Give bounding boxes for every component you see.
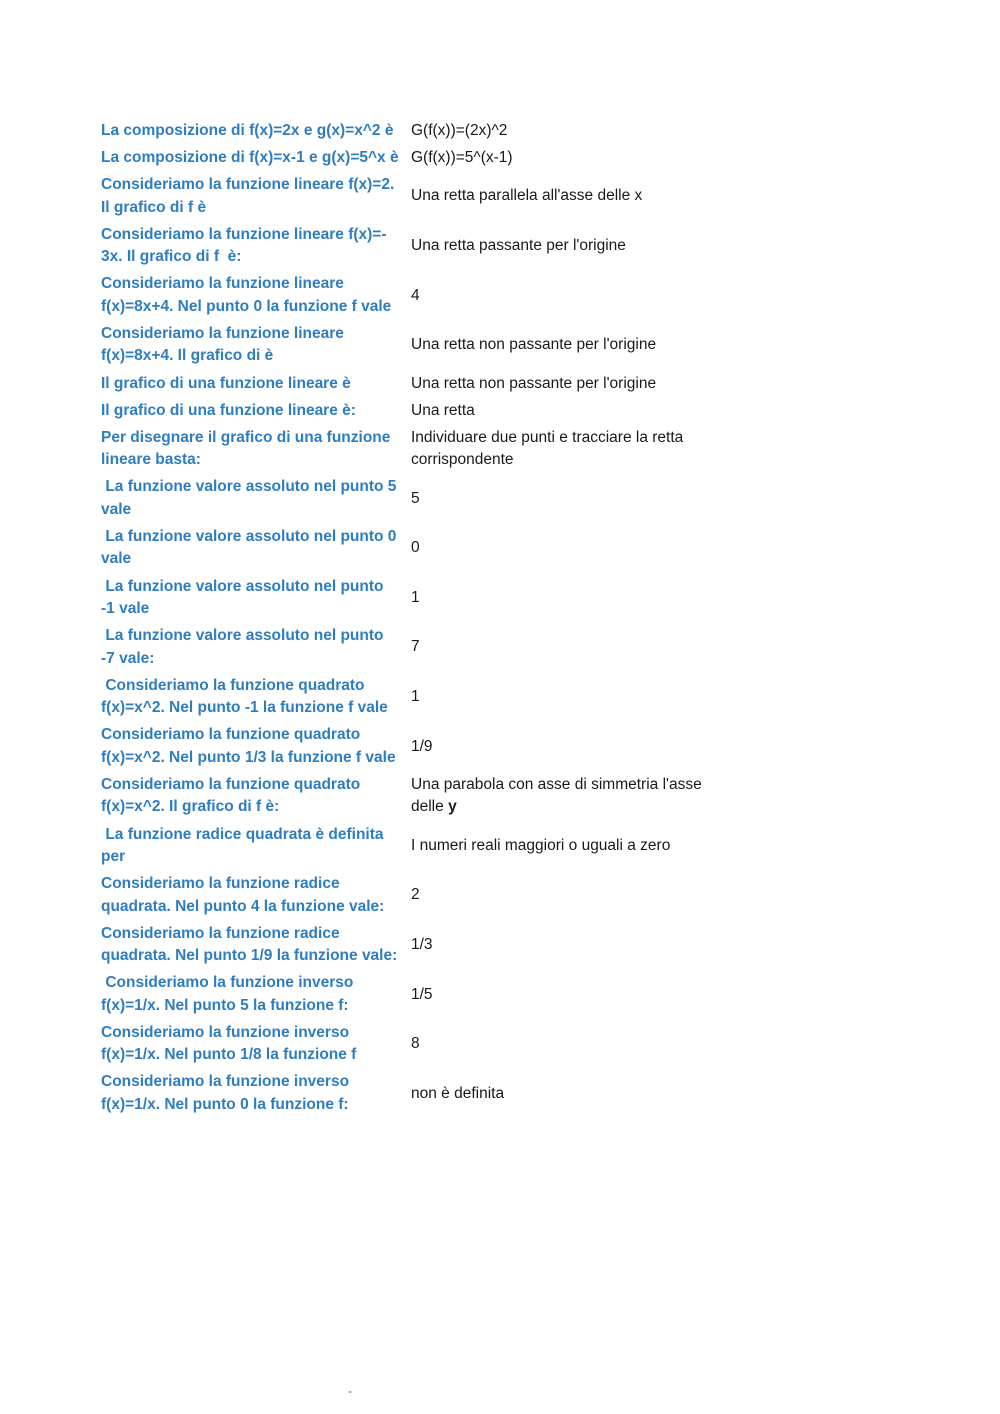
answer-value: 8 bbox=[411, 1035, 420, 1053]
question-text: Per disegnare il grafico di una funzione lineare basta: bbox=[101, 428, 395, 469]
answer-text bbox=[411, 835, 711, 858]
answer-text bbox=[411, 984, 711, 1007]
answer-text bbox=[411, 185, 711, 208]
question-text: Consideriamo la funzione lineare f(x)=8x+4. Nel punto 0 la funzione f vale bbox=[101, 275, 392, 315]
answer-value: G(f(x))=5^(x-1) bbox=[411, 149, 513, 167]
answer-value: G(f(x))=(2x)^2 bbox=[411, 122, 508, 139]
qa-row bbox=[101, 774, 711, 819]
answer-value: Individuare due punti e tracciare la retta corrispondente bbox=[411, 428, 688, 469]
question-text: La funzione valore assoluto nel punto -7 vale: bbox=[101, 627, 388, 667]
question-text: Consideriamo la funzione inverso f(x)=1/x. Nel punto 1/8 la funzione f bbox=[101, 1023, 357, 1064]
question-text: La composizione di f(x)=x-1 e g(x)=5^x è bbox=[101, 149, 399, 167]
qa-row bbox=[101, 373, 711, 396]
answer-text bbox=[411, 884, 711, 907]
qa-row bbox=[101, 724, 711, 769]
question-text: La funzione valore assoluto nel punto 0 vale bbox=[101, 527, 401, 568]
qa-table bbox=[101, 120, 711, 1121]
question-text: La funzione valore assoluto nel punto -1 vale bbox=[101, 577, 388, 618]
answer-value: 7 bbox=[411, 638, 420, 656]
answer-value: 1/9 bbox=[411, 737, 433, 755]
answer-text bbox=[411, 1033, 711, 1056]
answer-value: I numeri reali maggiori o uguali a zero bbox=[411, 836, 671, 854]
qa-row bbox=[101, 273, 711, 318]
question-text: Consideriamo la funzione lineare f(x)=- 3x. Il grafico di f è: bbox=[101, 225, 391, 266]
question-text: Consideriamo la funzione quadrato f(x)=x^2. Nel punto -1 la funzione f vale bbox=[101, 676, 388, 717]
qa-row bbox=[101, 923, 711, 968]
qa-row bbox=[101, 174, 711, 219]
qa-row bbox=[101, 576, 711, 621]
answer-text bbox=[411, 147, 711, 170]
answer-value: Una parabola con asse di simmetria l'asse delle bbox=[411, 775, 707, 816]
page-footer-mark: - bbox=[348, 1384, 352, 1398]
answer-value: 1 bbox=[411, 588, 420, 606]
answer-text bbox=[411, 120, 711, 143]
answer-text bbox=[411, 774, 711, 819]
answer-value: 5 bbox=[411, 489, 420, 507]
question-text: La funzione radice quadrata è definita per bbox=[101, 825, 388, 865]
answer-value: non è definita bbox=[411, 1084, 505, 1102]
answer-text bbox=[411, 400, 711, 423]
qa-row bbox=[101, 824, 711, 869]
qa-row bbox=[101, 427, 711, 472]
qa-row bbox=[101, 1071, 711, 1116]
question-text: La composizione di f(x)=2x e g(x)=x^2 è bbox=[101, 122, 394, 139]
answer-text bbox=[411, 636, 711, 659]
answer-value: 4 bbox=[411, 286, 420, 304]
qa-row bbox=[101, 400, 711, 423]
question-text: Consideriamo la funzione radice quadrata. Nel punto 1/9 la funzione vale: bbox=[101, 924, 398, 965]
answer-text bbox=[411, 235, 711, 258]
qa-row bbox=[101, 972, 711, 1017]
answer-value: 0 bbox=[411, 539, 420, 557]
answer-text bbox=[411, 1083, 711, 1106]
qa-row bbox=[101, 476, 711, 521]
qa-row bbox=[101, 526, 711, 571]
question-text: Consideriamo la funzione lineare f(x)=2. Il grafico di f è bbox=[101, 176, 399, 216]
question-text: Consideriamo la funzione lineare f(x)=8x+4. Il grafico di è bbox=[101, 324, 349, 365]
answer-bold-value: y bbox=[448, 798, 457, 816]
answer-value: 1/5 bbox=[411, 985, 433, 1003]
answer-value: 1 bbox=[411, 687, 420, 705]
qa-row bbox=[101, 873, 711, 918]
answer-value: Una retta bbox=[411, 401, 475, 419]
qa-row bbox=[101, 147, 711, 170]
answer-text bbox=[411, 934, 711, 957]
qa-row bbox=[101, 675, 711, 720]
question-text: Il grafico di una funzione lineare è bbox=[101, 374, 351, 392]
answer-text bbox=[411, 427, 711, 472]
question-text: La funzione valore assoluto nel punto 5 vale bbox=[101, 478, 401, 518]
question-text: Consideriamo la funzione inverso f(x)=1/x. Nel punto 0 la funzione f: bbox=[101, 1073, 354, 1113]
question-text: Consideriamo la funzione inverso f(x)=1/x. Nel punto 5 la funzione f: bbox=[101, 974, 358, 1014]
answer-value: Una retta non passante per l'origine bbox=[411, 336, 657, 354]
qa-row bbox=[101, 224, 711, 269]
qa-row bbox=[101, 120, 711, 143]
answer-value: Una retta parallela all'asse delle x bbox=[411, 187, 643, 205]
answer-text bbox=[411, 736, 711, 759]
answer-text bbox=[411, 537, 711, 560]
answer-value: 1/3 bbox=[411, 935, 433, 953]
answer-text bbox=[411, 334, 711, 357]
answer-text bbox=[411, 285, 711, 308]
answer-text bbox=[411, 488, 711, 511]
question-text: Consideriamo la funzione quadrato f(x)=x^2. Nel punto 1/3 la funzione f vale bbox=[101, 726, 396, 766]
qa-row bbox=[101, 1022, 711, 1067]
answer-value: 2 bbox=[411, 886, 420, 904]
answer-value: Una retta non passante per l'origine bbox=[411, 374, 657, 392]
question-text: Il grafico di una funzione lineare è: bbox=[101, 401, 356, 419]
question-text: Consideriamo la funzione radice quadrata. Nel punto 4 la funzione vale: bbox=[101, 875, 385, 915]
question-text: Consideriamo la funzione quadrato f(x)=x^2. Il grafico di f è: bbox=[101, 775, 365, 816]
answer-text bbox=[411, 587, 711, 610]
qa-row bbox=[101, 323, 711, 368]
answer-value: Una retta passante per l'origine bbox=[411, 237, 626, 255]
answer-text bbox=[411, 373, 711, 396]
answer-text bbox=[411, 686, 711, 709]
qa-row bbox=[101, 625, 711, 670]
